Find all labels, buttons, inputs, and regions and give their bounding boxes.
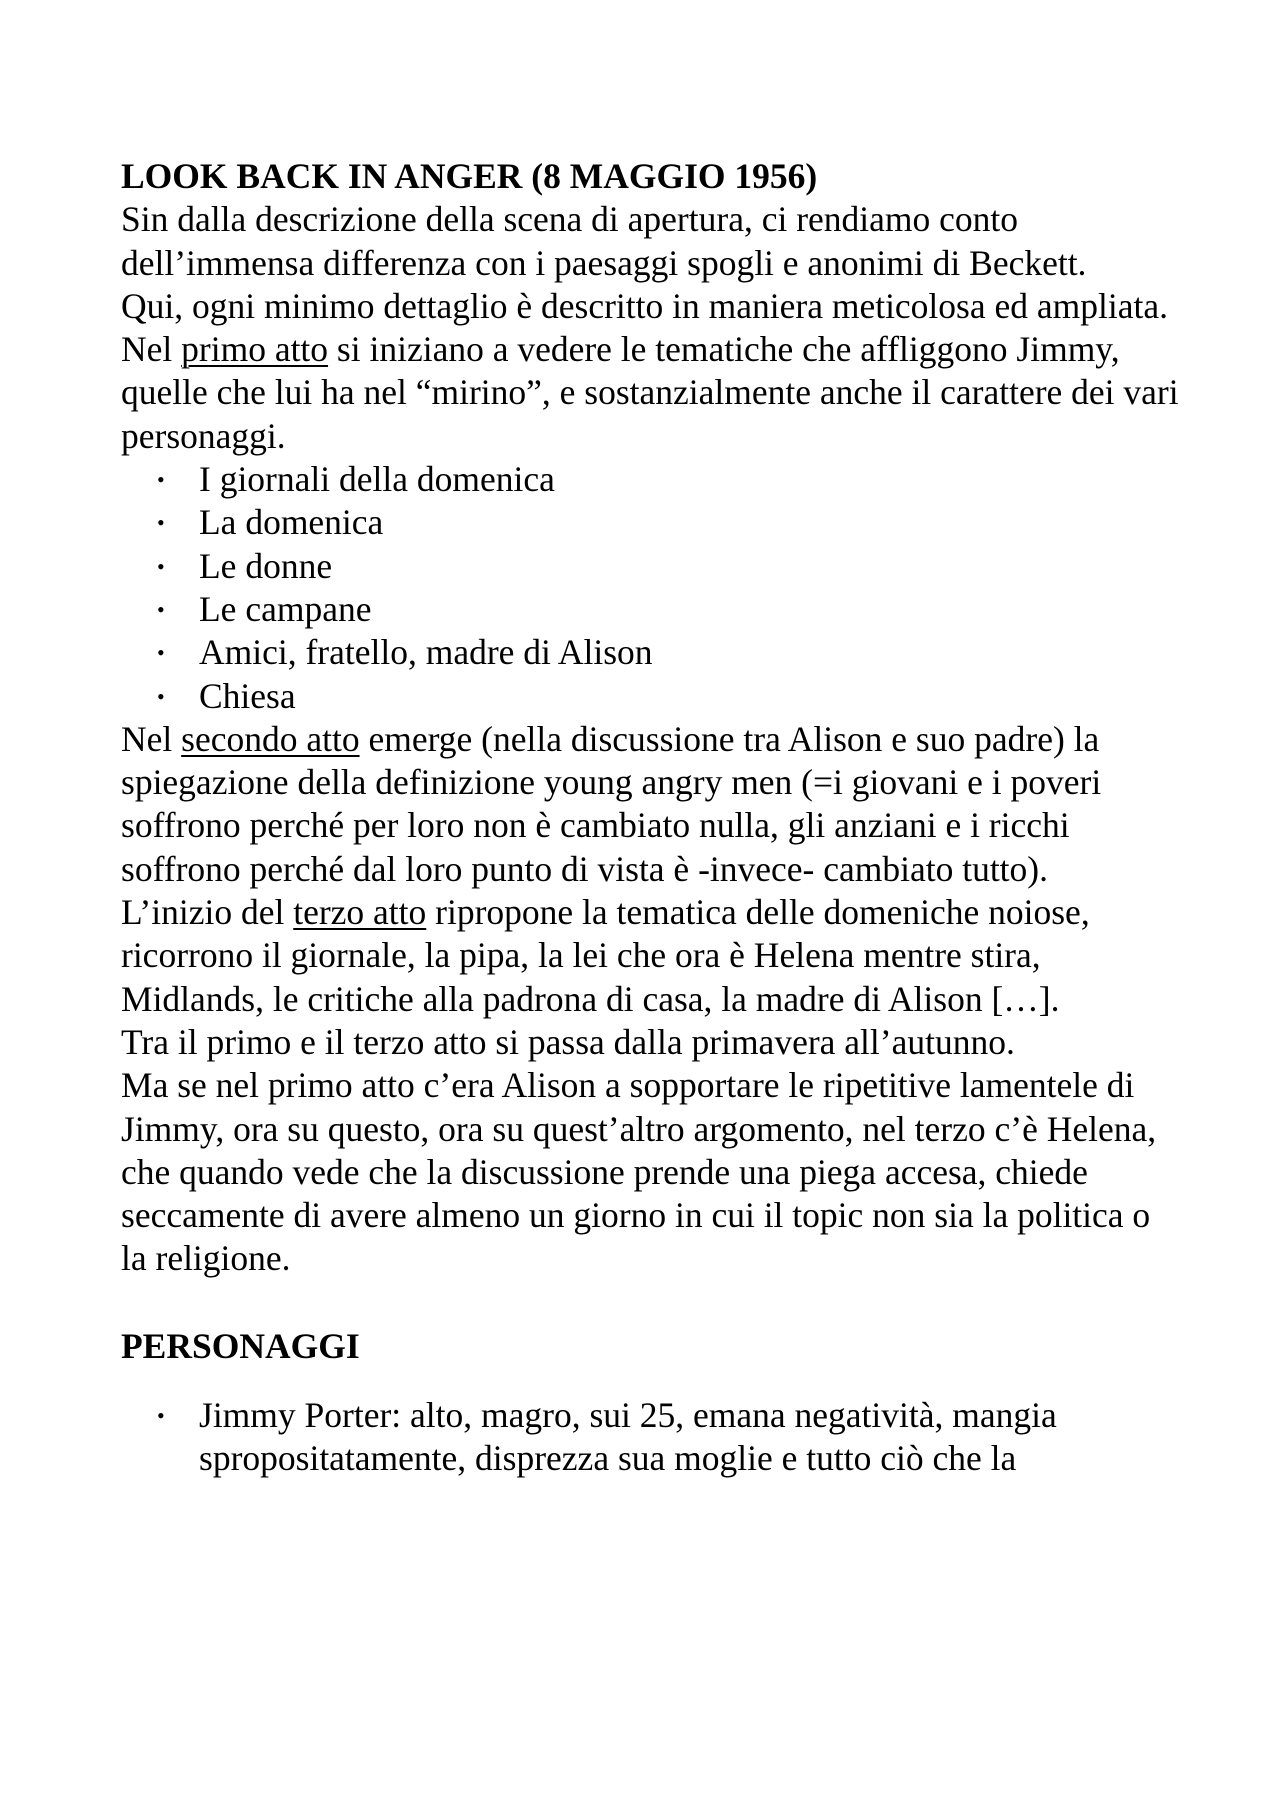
list-item-text: Jimmy Porter: alto, magro, sui 25, emana negatività, mangia spropositatamente, disprezza sua moglie e tutto ciò che la [199,1395,1057,1479]
list-item-text: La domenica [199,502,384,543]
bullet-icon: • [157,510,165,536]
document-title: LOOK BACK IN ANGER (8 MAGGIO 1956) [121,156,818,196]
list-item [121,588,1181,631]
act1-text-before: Nel [121,329,182,370]
act2-text-after: emerge (nella discussione tra Alison e suo padre) la spiegazione della definizione young angry men (=i giovani e i poveri soffrono perché per loro non è cambiato nulla, gli anziani e i ricchi soffrono perché dal loro punto di vista è -invece- cambiato tutto). [121,718,1102,889]
bullet-icon: • [157,640,165,666]
act1-underlined-term: primo atto [181,329,329,370]
act2-text-before: Nel [121,718,182,759]
bullet-icon: • [157,1403,165,1429]
act3-paragraph [121,891,1181,1021]
act2-paragraph [121,718,1181,891]
bullet-icon: • [157,467,165,493]
list-item [121,675,1181,718]
act3-text-before: L’inizio del [121,892,294,933]
list-item [121,545,1181,588]
list-item-text: I giornali della domenica [199,459,555,500]
intro-paragraph-1: Sin dalla descrizione della scena di apertura, ci rendiamo conto dell’immensa differenza con i paesaggi spogli e anonimi di Beckett. [121,199,1087,283]
list-item [121,458,1181,501]
closing-paragraph-2: Ma se nel primo atto c’era Alison a sopportare le ripetitive lamentele di Jimmy, ora su questo, ora su quest’altro argomento, nel terzo c’è Helena, che quando vede che la discussione prende una piega accesa, chiede seccamente di avere almeno un giorno in cui il topic non sia la politica o la religione. [121,1065,1157,1279]
act2-underlined-term: secondo atto [181,718,360,759]
bullet-icon: • [157,596,165,622]
closing-paragraph-1: Tra il primo e il terzo atto si passa dalla primavera all’autunno. [121,1021,1015,1062]
characters-heading: PERSONAGGI [121,1325,360,1366]
list-item-text: Le campane [199,588,372,629]
characters-list [121,1394,1181,1481]
list-item-text: Amici, fratello, madre di Alison [199,632,653,673]
act3-text-after: ripropone la tematica delle domeniche noiose, ricorrono il giornale, la pipa, la lei che ora è Helena mentre stira, Midlands, le critiche alla padrona di casa, la madre di Alison […]. [121,892,1090,1019]
list-item [121,1394,1181,1481]
themes-list [121,458,1181,718]
list-item [121,631,1181,674]
bullet-icon: • [157,683,165,709]
list-item [121,501,1181,544]
act1-paragraph [121,328,1181,458]
intro-paragraph-2: Qui, ogni minimo dettaglio è descritto in maniera meticolosa ed ampliata. [121,285,1168,326]
document-page [121,155,1181,1481]
list-item-text: Chiesa [199,675,296,716]
act3-underlined-term: terzo atto [293,892,427,933]
act1-text-after: si iniziano a vedere le tematiche che affliggono Jimmy, quelle che lui ha nel “mirino”, e sostanzialmente anche il carattere dei vari personaggi. [121,329,1179,456]
list-item-text: Le donne [199,545,333,586]
bullet-icon: • [157,553,165,579]
